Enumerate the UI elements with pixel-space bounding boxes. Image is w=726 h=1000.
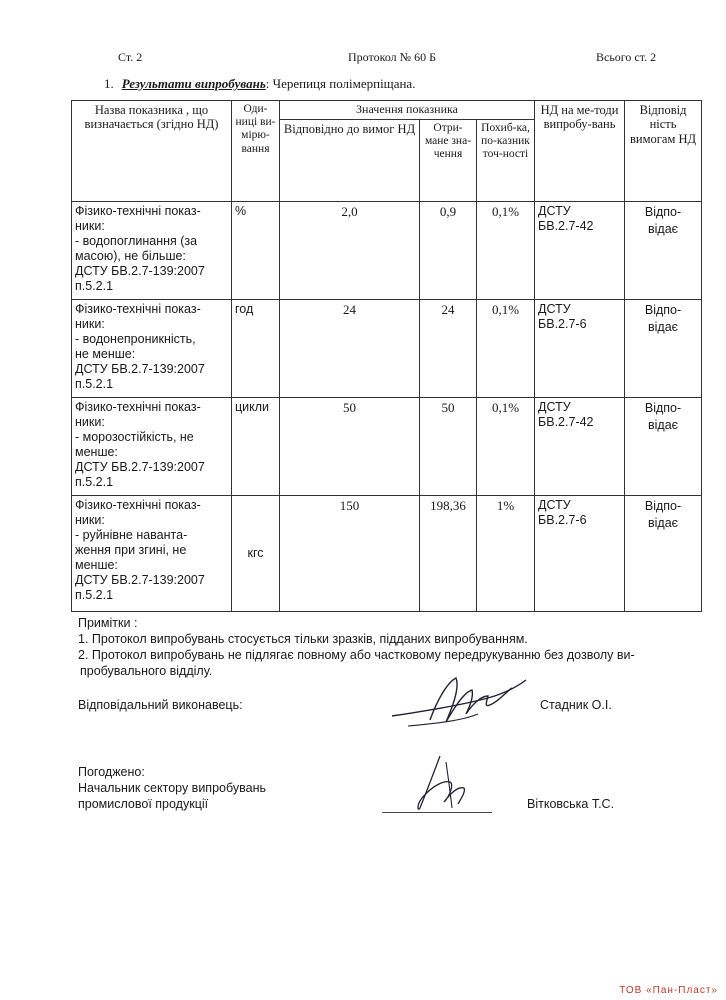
total-pages: Всього ст. 2: [596, 50, 657, 64]
section-number: 1.: [104, 76, 114, 91]
row-name: Фізико-технічні показ- ники: - руйнівне наванта- ження при згині, не менше: ДСТУ БВ.2.7-139:2007 п.5.2.1: [72, 495, 232, 611]
row-obtained: 198,36: [420, 495, 477, 611]
col-header-units: Оди-ниці ви-мірю-вання: [232, 101, 280, 202]
row-result: Відпо- відає: [625, 299, 702, 397]
table-row: [72, 299, 702, 397]
executor-name: Стадник О.І.: [540, 698, 612, 712]
row-name: Фізико-технічні показ- ники: - водонепроникність, не менше: ДСТУ БВ.2.7-139:2007 п.5.2.1: [72, 299, 232, 397]
table-row: [72, 201, 702, 299]
row-error: 0,1%: [477, 397, 535, 495]
table-row: [72, 495, 702, 611]
row-error: 0,1%: [477, 201, 535, 299]
section-title: Результати випробувань: [121, 76, 266, 91]
note-item: 2. Протокол випробувань не підлягає повному або частковому передрукуванню без дозволу ви-: [78, 648, 635, 662]
section-heading: [104, 76, 415, 92]
row-required: 50: [280, 397, 420, 495]
row-result: Відпо- відає: [625, 495, 702, 611]
executor-label: Відповідальний виконавець:: [78, 698, 243, 712]
row-method: ДСТУ БВ.2.7-6: [535, 495, 625, 611]
notes-title: Примітки :: [78, 616, 138, 630]
row-name: Фізико-технічні показ- ники: - водопоглинання (за масою), не більше: ДСТУ БВ.2.7-139:2007 п.5.2.1: [72, 201, 232, 299]
row-obtained: 0,9: [420, 201, 477, 299]
row-unit: год: [232, 299, 280, 397]
approved-role-line-1: Начальник сектору випробувань: [78, 781, 266, 795]
note-item: 1. Протокол випробувань стосується тільки зразків, підданих випробуванням.: [78, 632, 528, 646]
row-required: 150: [280, 495, 420, 611]
row-result: Відпо- відає: [625, 201, 702, 299]
col-header-name: Назва показника , що визначається (згідно НД): [72, 101, 232, 202]
approved-label: Погоджено:: [78, 765, 145, 779]
col-header-compliance: Відповід ність вимогам НД: [625, 101, 702, 202]
approved-name: Вітковська Т.С.: [527, 797, 615, 811]
executor-signature-icon: [388, 668, 538, 730]
row-unit: %: [232, 201, 280, 299]
results-table: [71, 100, 702, 612]
company-footer: ТОВ «Пан-Пласт»: [619, 985, 718, 996]
section-subject: : Черепиця полімерпіщана.: [265, 76, 416, 91]
approved-role-line-2: промислової продукції: [78, 797, 209, 811]
col-header-error: Похиб-ка, по-казник точ-ності: [477, 119, 535, 201]
row-obtained: 24: [420, 299, 477, 397]
row-method: ДСТУ БВ.2.7-42: [535, 201, 625, 299]
row-unit: цикли: [232, 397, 280, 495]
row-result: Відпо- відає: [625, 397, 702, 495]
col-header-required: Відповідно до вимог НД: [280, 119, 420, 201]
row-unit: кгс: [232, 495, 280, 611]
protocol-number: Протокол № 60 Б: [348, 50, 436, 64]
row-required: 24: [280, 299, 420, 397]
note-item-continued: пробувального відділу.: [80, 664, 213, 678]
page-number: Ст. 2: [118, 50, 143, 64]
row-obtained: 50: [420, 397, 477, 495]
approver-signature-icon: [410, 752, 480, 814]
col-header-obtained: Отри-мане зна-чення: [420, 119, 477, 201]
row-error: 0,1%: [477, 299, 535, 397]
row-name: Фізико-технічні показ- ники: - морозостійкість, не менше: ДСТУ БВ.2.7-139:2007 п.5.2.1: [72, 397, 232, 495]
row-error: 1%: [477, 495, 535, 611]
col-header-method: НД на ме-тоди випробу-вань: [535, 101, 625, 202]
row-required: 2,0: [280, 201, 420, 299]
col-header-value-group: Значення показника: [280, 101, 535, 120]
table-row: [72, 397, 702, 495]
row-method: ДСТУ БВ.2.7-42: [535, 397, 625, 495]
row-method: ДСТУ БВ.2.7-6: [535, 299, 625, 397]
